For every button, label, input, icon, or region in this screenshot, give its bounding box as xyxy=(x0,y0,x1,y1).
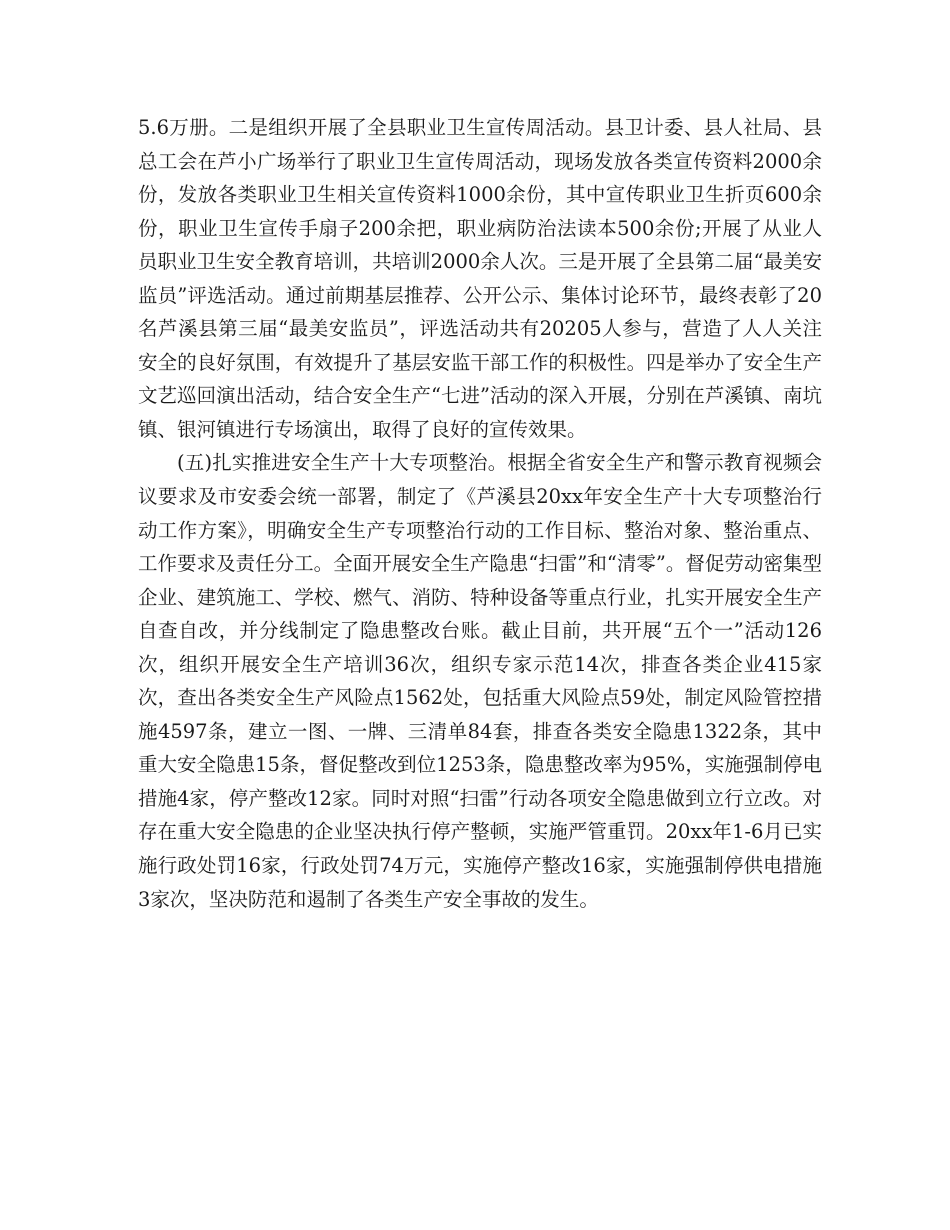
document-body xyxy=(138,111,822,916)
paragraph-special-rectification: (五)扎实推进安全生产十大专项整治。根据全省安全生产和警示教育视频会议要求及市安委会统一部署，制定了《芦溪县20xx年安全生产十大专项整治行动工作方案》，明确安全生产专项整治行动的工作目标、整治对象、整治重点、工作要求及责任分工。全面开展安全生产隐患“扫雷”和“清零”。督促劳动密集型企业、建筑施工、学校、燃气、消防、特种设备等重点行业，扎实开展安全生产自查自改，并分线制定了隐患整改台账。截止目前，共开展“五个一”活动126次，组织开展安全生产培训36次，组织专家示范14次，排查各类企业415家次，查出各类安全生产风险点1562处，包括重大风险点59处，制定风险管控措施4597条，建立一图、一牌、三清单84套，排查各类安全隐患1322条，其中重大安全隐患15条，督促整改到位1253条，隐患整改率为95%，实施强制停电措施4家，停产整改12家。同时对照“扫雷”行动各项安全隐患做到立行立改。对存在重大安全隐患的企业坚决执行停产整顿，实施严管重罚。20xx年1-6月已实施行政处罚16家，行政处罚74万元，实施停产整改16家，实施强制停供电措施3家次，坚决防范和遏制了各类生产安全事故的发生。 xyxy=(138,451,822,911)
paragraph-continuation: 5.6万册。二是组织开展了全县职业卫生宣传周活动。县卫计委、县人社局、县总工会在芦小广场举行了职业卫生宣传周活动，现场发放各类宣传资料2000余份，发放各类职业卫生相关宣传资料1000余份，其中宣传职业卫生折页600余份，职业卫生宣传手扇子200余把，职业病防治法读本500余份;开展了从业人员职业卫生安全教育培训，共培训2000余人次。三是开展了全县第二届“最美安监员”评选活动。通过前期基层推荐、公开公示、集体讨论环节，最终表彰了20名芦溪县第三届“最美安监员”，评选活动共有20205人参与，营造了人人关注安全的良好氛围，有效提升了基层安监干部工作的积极性。四是举办了安全生产文艺巡回演出活动，结合安全生产“七进”活动的深入开展，分别在芦溪镇、南坑镇、银河镇进行专场演出，取得了良好的宣传效果。 xyxy=(138,116,822,441)
